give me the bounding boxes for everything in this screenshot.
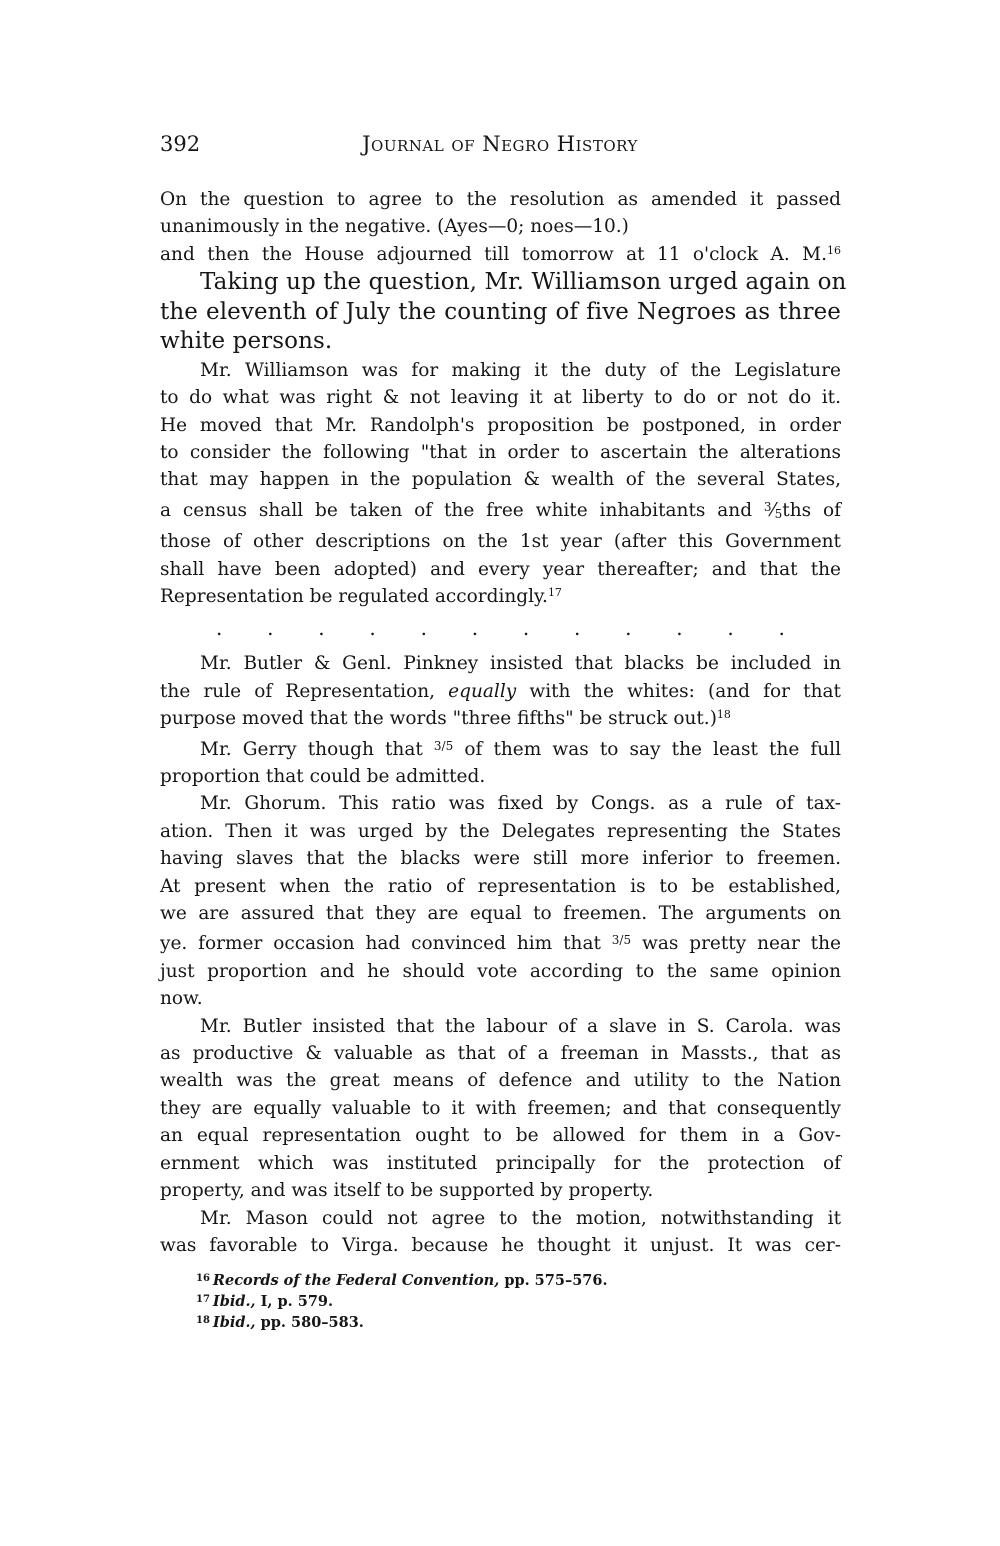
text-line: we are assured that they are equal to freemen. The arguments on [160,903,841,925]
ellipsis-dot: . [471,616,479,641]
text-line: proportion that could be admitted. [160,766,486,787]
text-line: Mr. Butler insisted that the labour of a slave in S. Carola. was [200,1015,841,1037]
text-line: shall have been adopted) and every year thereafter; and that the [160,558,841,580]
text-line [160,927,841,957]
text-span: and then the House adjourned till tomorrow at 11 o'clock A. M. [160,243,827,265]
text-line: unanimously in the negative. (Ayes—0; noes—10.) [160,216,629,238]
text-span: ye. former occasion had convinced him that [160,933,612,955]
text-line: property, and was itself to be supported by property. [160,1180,654,1202]
footnote-ref: 18 [716,708,731,722]
ellipsis-dot: . [216,616,223,641]
page-body [160,186,847,1259]
ellipsis-dot: . [676,616,683,641]
ellipsis-separator [160,616,841,640]
text-line [160,583,841,610]
text-line: Mr. Mason could not agree to the motion, notwithstanding it [200,1207,841,1229]
text-line: now. [160,988,203,1010]
footnote-number: 16 [196,1273,210,1284]
paragraph-gerry [160,733,841,791]
footnote-number: 17 [196,1294,210,1305]
fraction: 3/5 [611,933,632,948]
paragraph-mason [160,1205,841,1260]
ellipsis-dot: . [625,616,632,641]
text-line: a census shall be taken of the free white inhabitants and $^3$⁄5ths of [160,499,841,521]
footnote-17 [196,1291,608,1312]
text-line: ation. Then it was urged by the Delegates representing the States [160,820,841,842]
text-line: At present when the ratio of representation is to be established, [160,875,841,897]
footnotes [196,1270,608,1333]
text-line: was favorable to Virga. because he thought it unjust. It was cer- [160,1234,841,1256]
fraction-denominator: 5 [774,506,783,521]
paragraph-butler-labour [160,1013,841,1205]
text-line: He moved that Mr. Randolph's proposition be postponed, in order [160,414,841,436]
ellipsis-dot: . [420,616,427,641]
running-title: Journal of Negro History [362,132,638,156]
text-line: having slaves that the blacks were still more inferior to freemen. [160,848,841,870]
footnote-number: 18 [196,1315,210,1326]
ellipsis-dot: . [267,616,274,641]
ellipsis-dot: . [778,616,785,641]
footnote-source: Records of the Federal Convention, [212,1272,500,1289]
ellipsis-dot: . [522,616,530,641]
text-span: ths of [782,499,841,521]
text-line: Mr. Butler & Genl. Pinkney insisted that blacks be included in [200,653,841,675]
text-line: wealth was the great means of defence and utility to the Nation [160,1070,841,1092]
text-line: Mr. Williamson was for making it the duty of the Legislature [200,359,841,381]
footnote-ref: 16 [827,243,841,257]
footnote-18 [196,1312,608,1333]
text-line [160,705,841,732]
text-span: was pretty near the [631,933,841,955]
footnote-pages: I, p. 579. [255,1293,334,1310]
footnote-16 [196,1270,608,1291]
page-number: 392 [160,132,201,156]
footnote-ref: 17 [547,585,562,599]
fraction-numerator: 3 [763,499,772,514]
text-line: that may happen in the population & wealth of the several States, [160,469,841,491]
emphasis-text: equally [448,680,517,702]
text-span: Representation be regulated accordingly. [160,585,548,607]
ellipsis-dot: . [573,616,581,641]
text-line: they are equally valuable to it with freemen; and that consequently [160,1097,841,1119]
text-line [160,678,841,705]
paragraph-house-adjourned [160,186,841,268]
footnote-source: Ibid., [212,1293,256,1310]
footnote-pages: pp. 580–583. [255,1314,364,1331]
text-line [160,241,841,268]
ellipsis-dot: . [727,616,734,641]
ellipsis-dot: . [369,616,376,641]
text-line: Mr. Ghorum. This ratio was fixed by Congs. as a rule of tax- [200,793,841,815]
page-header [160,132,840,166]
paragraph-ghorum [160,790,841,1012]
paragraph-butler-pinkney [160,650,841,732]
fraction: 3/5 [433,738,454,753]
text-span: Mr. Gerry though that [200,738,434,760]
text-span: with the whites: (and for that [516,680,841,702]
footnote-pages: pp. 575–576. [499,1272,608,1289]
paragraph-williamson [160,357,841,611]
ellipsis-dot: . [318,616,325,641]
text-line: to do what was right & not leaving it at liberty to do or not do it. [160,387,841,409]
text-span: of them was to say the least the full [453,738,841,760]
text-line: those of other descriptions on the 1st year (after this Government [160,531,841,553]
text-line: the eleventh of July the counting of five Negroes as three [160,298,841,325]
text-line: white persons. [160,328,333,355]
text-line: just proportion and he should vote according to the same opinion [160,960,841,982]
text-line: ernment which was instituted principally for the protection of [160,1152,841,1174]
text-span: a census shall be taken of the free white inhabitants and [160,499,764,521]
text-line: On the question to agree to the resolution as amended it passed [160,189,841,210]
text-span: the rule of Representation, [160,680,449,702]
text-line: to consider the following "that in order to ascertain the alterations [160,441,841,463]
text-line [160,733,841,763]
text-line: as productive & valuable as that of a freeman in Massts., that as [160,1043,841,1065]
footnote-source: Ibid., [212,1314,256,1331]
text-line: Taking up the question, Mr. Williamson urged again on [200,269,847,296]
paragraph-author-commentary [160,268,847,357]
text-span: purpose moved that the words "three fifths" be struck out.) [160,708,717,730]
text-line: an equal representation ought to be allowed for them in a Gov- [160,1125,841,1147]
